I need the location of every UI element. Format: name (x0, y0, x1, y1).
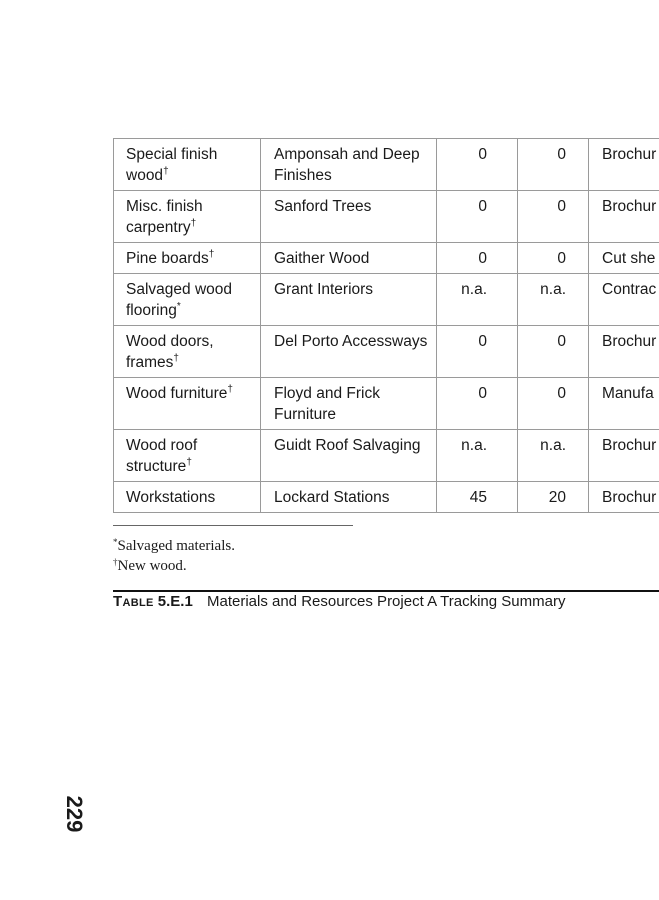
footnote-new-wood: †New wood. (113, 557, 187, 574)
table-row (114, 326, 659, 378)
value-2-cell: 0 (518, 326, 589, 378)
value-2-cell: n.a. (518, 274, 589, 326)
documentation-cell: Brochur (589, 139, 659, 191)
table-row (114, 274, 659, 326)
documentation-cell: Contrac (589, 274, 659, 326)
supplier-cell: Floyd and Frick Furniture (261, 378, 437, 430)
value-2-cell: 0 (518, 139, 589, 191)
value-1-cell: 0 (437, 243, 518, 274)
documentation-cell: Cut she (589, 243, 659, 274)
footnote-mark: † (163, 166, 169, 177)
value-1-cell: 45 (437, 482, 518, 513)
material-cell: Wood doors, frames† (114, 326, 261, 378)
footnote-mark: † (190, 218, 197, 229)
page-number: 229 (62, 795, 87, 833)
material-cell: Salvaged wood flooring* (114, 274, 261, 326)
table-row (114, 430, 659, 482)
material-cell: Workstations (114, 482, 261, 513)
value-1-cell: 0 (437, 139, 518, 191)
documentation-cell: Manufa (589, 378, 659, 430)
value-1-cell: n.a. (437, 274, 518, 326)
table-row (114, 139, 659, 191)
material-cell: Special finish wood† (114, 139, 261, 191)
documentation-cell: Brochur (589, 430, 659, 482)
footnote-divider (113, 525, 353, 526)
value-1-cell: 0 (437, 326, 518, 378)
table-caption (113, 592, 565, 612)
supplier-cell: Del Porto Accessways (261, 326, 437, 378)
material-cell: Pine boards† (114, 243, 261, 274)
table-body (114, 139, 659, 513)
value-1-cell: 0 (437, 191, 518, 243)
value-1-cell: n.a. (437, 430, 518, 482)
supplier-cell: Amponsah and Deep Finishes (261, 139, 437, 191)
supplier-cell: Sanford Trees (261, 191, 437, 243)
supplier-cell: Guidt Roof Salvaging (261, 430, 437, 482)
documentation-cell: Brochur (589, 191, 659, 243)
value-2-cell: 0 (518, 378, 589, 430)
material-cell: Wood furniture† (114, 378, 261, 430)
footnote-mark: * (176, 301, 181, 312)
supplier-cell: Gaither Wood (261, 243, 437, 274)
material-cell: Wood roof structure† (114, 430, 261, 482)
documentation-cell: Brochur (589, 326, 659, 378)
materials-table (113, 138, 659, 513)
table-row (114, 482, 659, 513)
footnote-mark: † (186, 457, 192, 468)
table-row (114, 191, 659, 243)
material-cell: Misc. finish carpentry† (114, 191, 261, 243)
caption-label: Table (113, 593, 154, 610)
caption-number: 5.E.1 (157, 593, 193, 610)
value-2-cell: 0 (518, 243, 589, 274)
footnote-mark: † (208, 249, 215, 260)
footnotes (113, 536, 235, 576)
supplier-cell: Grant Interiors (261, 274, 437, 326)
value-2-cell: n.a. (518, 430, 589, 482)
documentation-cell: Brochur (589, 482, 659, 513)
value-1-cell: 0 (437, 378, 518, 430)
footnote-mark: † (173, 353, 179, 364)
materials-table-container (113, 138, 659, 513)
footnote-mark: † (227, 384, 233, 395)
caption-text: Materials and Resources Project A Tracking Summary (206, 593, 566, 610)
table-row (114, 243, 659, 274)
value-2-cell: 0 (518, 191, 589, 243)
supplier-cell: Lockard Stations (261, 482, 437, 513)
value-2-cell: 20 (518, 482, 589, 513)
table-row (114, 378, 659, 430)
footnote-salvaged: *Salvaged materials. (113, 537, 235, 554)
